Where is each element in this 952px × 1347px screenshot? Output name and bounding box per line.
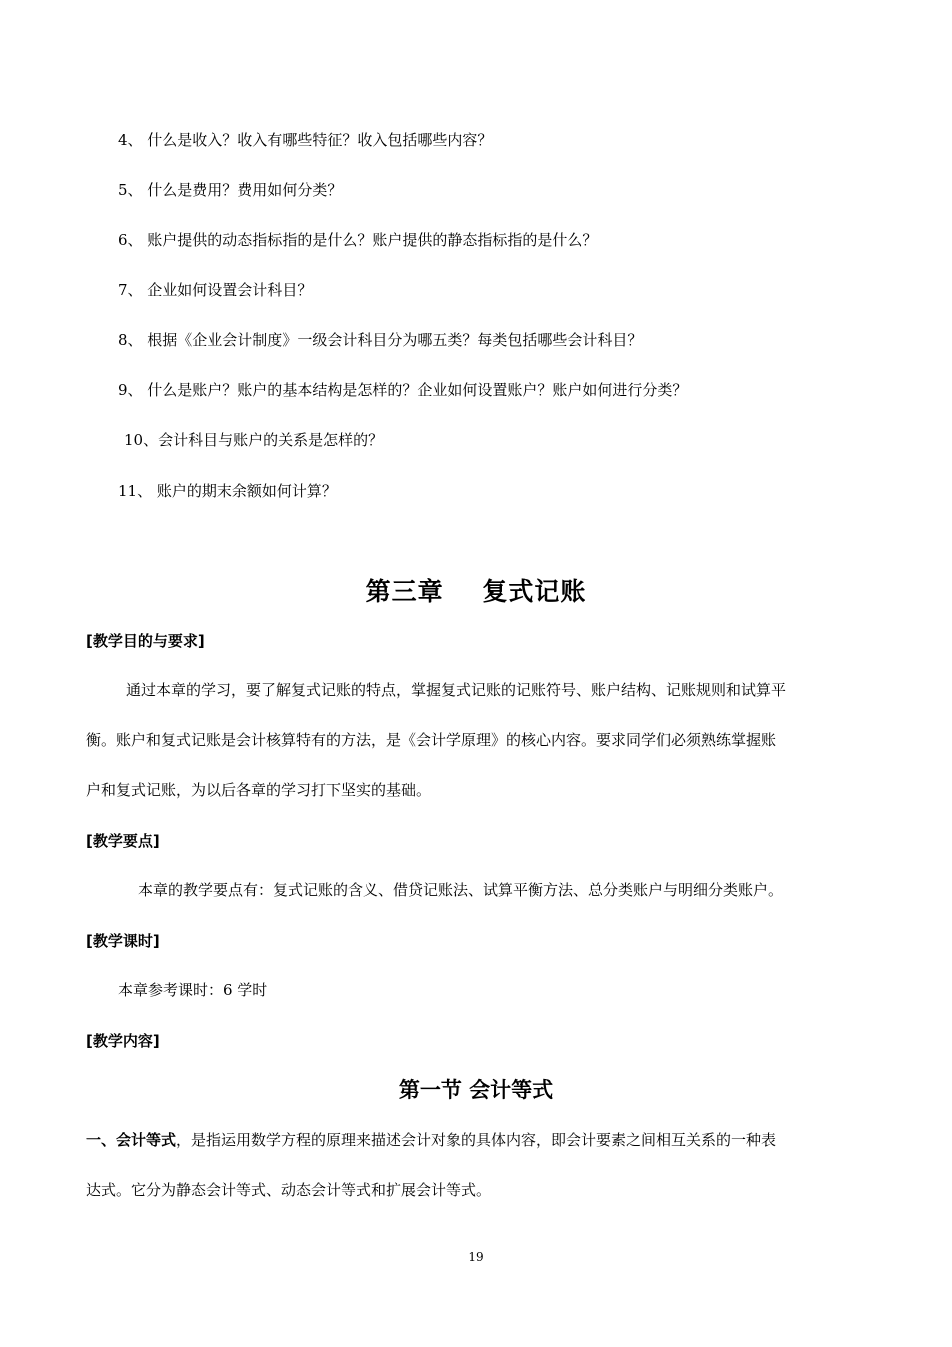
section-term: 一、会计等式: [86, 1131, 177, 1149]
question-item: 5、 什么是费用？费用如何分类？: [118, 181, 343, 199]
hours-text: 本章参考课时：6 学时: [118, 981, 268, 999]
question-item: 7、 企业如何设置会计科目？: [118, 281, 313, 299]
question-item: 9、 什么是账户？账户的基本结构是怎样的？企业如何设置账户？账户如何进行分类？: [118, 381, 688, 399]
chapter-title: 第三章 复式记账: [365, 577, 587, 606]
question-item: 10、会计科目与账户的关系是怎样的？: [124, 431, 384, 449]
section-paragraph-line: 达式。它分为静态会计等式、动态会计等式和扩展会计等式。: [86, 1181, 492, 1199]
section-title: 第一节 会计等式: [398, 1078, 554, 1102]
key-points-heading: [教学要点]: [86, 832, 160, 850]
question-item: 4、 什么是收入？收入有哪些特征？收入包括哪些内容？: [118, 131, 493, 149]
section-definition: ，是指运用数学方程的原理来描述会计对象的具体内容，即会计要素之间相互关系的一种表: [176, 1131, 777, 1149]
objectives-line: 户和复式记账，为以后各章的学习打下坚实的基础。: [86, 781, 432, 799]
objectives-line: 通过本章的学习，要了解复式记账的特点，掌握复式记账的记账符号、账户结构、记账规则和试算平: [126, 681, 787, 699]
objectives-heading: [教学目的与要求]: [86, 632, 205, 650]
question-item: 11、 账户的期末余额如何计算？: [118, 482, 337, 500]
question-item: 8、 根据《企业会计制度》一级会计科目分为哪五类？每类包括哪些会计科目？: [118, 331, 643, 349]
hours-heading: [教学课时]: [86, 932, 160, 950]
section-paragraph-line: [86, 1130, 776, 1150]
objectives-line: 衡。账户和复式记账是会计核算特有的方法，是《会计学原理》的核心内容。要求同学们必须熟练掌握账: [86, 731, 777, 749]
content-heading: [教学内容]: [86, 1032, 160, 1050]
page-number: 19: [468, 1250, 484, 1264]
question-item: 6、 账户提供的动态指标指的是什么？账户提供的静态指标指的是什么？: [118, 231, 598, 249]
key-points-text: 本章的教学要点有：复式记账的含义、借贷记账法、试算平衡方法、总分类账户与明细分类账户。: [138, 881, 784, 899]
